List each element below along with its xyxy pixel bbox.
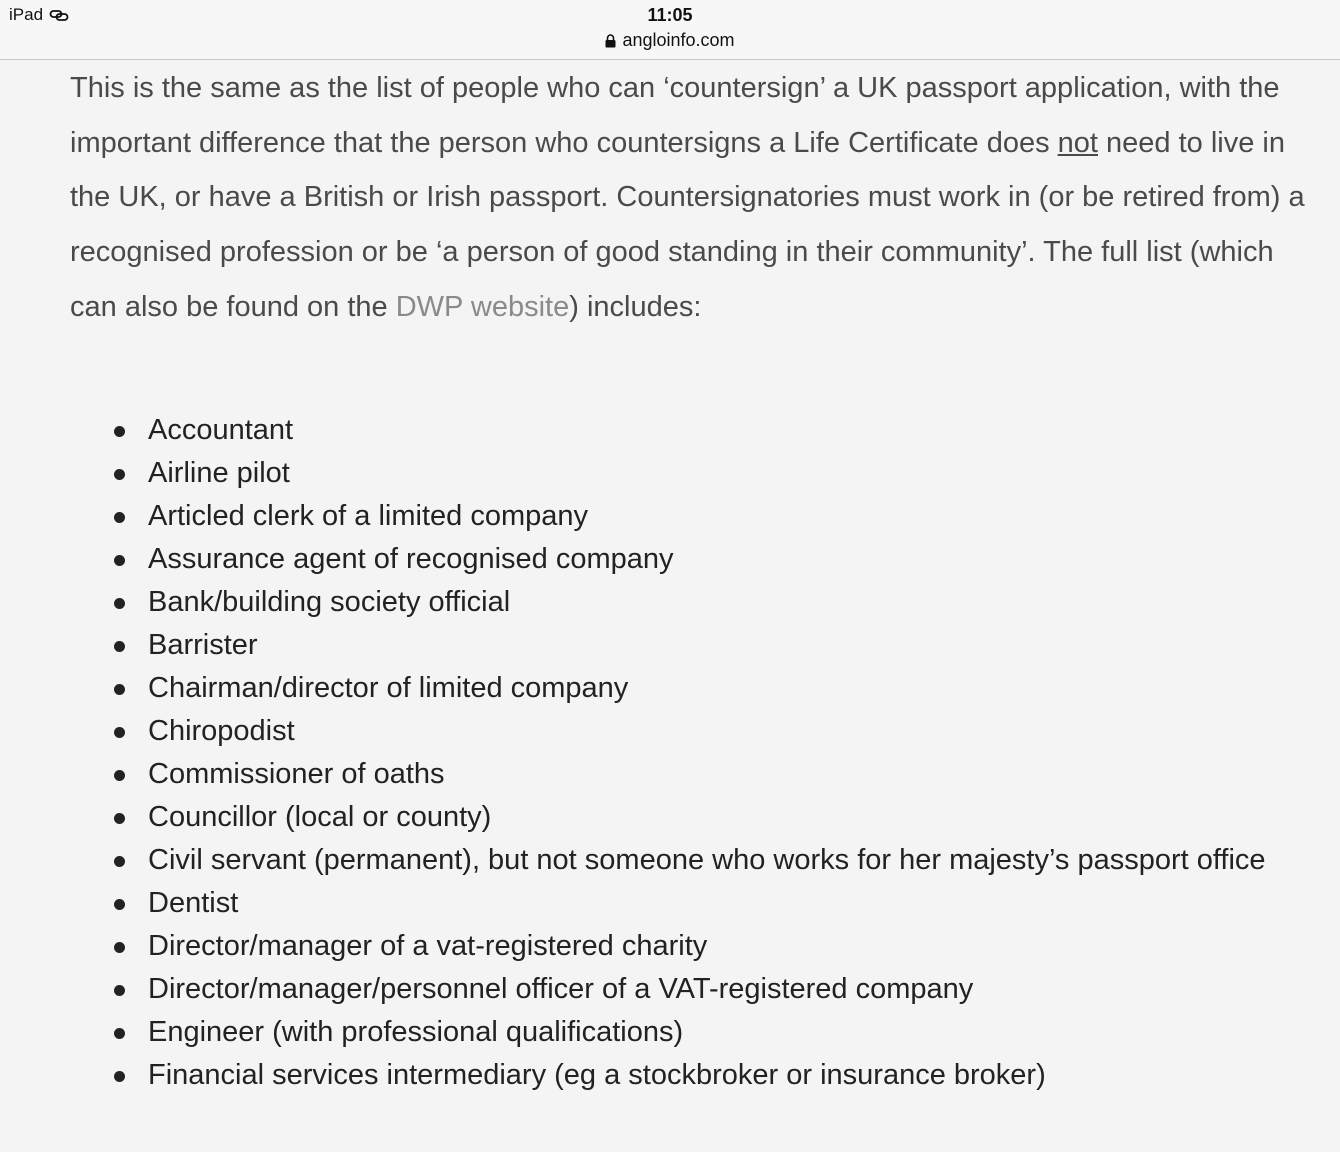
list-item	[70, 968, 1320, 1011]
bullet-icon	[114, 555, 125, 566]
bullet-icon	[114, 899, 125, 910]
list-item-text: Bank/building society official	[148, 586, 511, 618]
intro-emphasis: not	[1057, 126, 1098, 159]
bullet-icon	[114, 684, 125, 695]
dwp-website-link[interactable]: DWP website	[395, 290, 570, 323]
list-item-text: Assurance agent of recognised company	[148, 543, 674, 575]
list-item-text: Financial services intermediary (eg a stockbroker or insurance broker)	[148, 1059, 1046, 1091]
list-item	[70, 839, 1320, 882]
url-text: angloinfo.com	[622, 30, 735, 50]
list-item	[70, 710, 1320, 753]
list-item-text: Councillor (local or county)	[148, 801, 492, 833]
list-item	[70, 667, 1320, 710]
bullet-icon	[114, 727, 125, 738]
bullet-icon	[114, 985, 125, 996]
list-item	[70, 581, 1320, 624]
device-name: iPad	[9, 5, 44, 24]
clock: 11:05	[647, 5, 693, 25]
list-item-text: Director/manager/personnel officer of a VAT-registered company	[148, 973, 974, 1005]
list-item-text: Articled clerk of a limited company	[148, 500, 588, 532]
list-item-text: Director/manager of a vat-registered charity	[148, 930, 708, 962]
bullet-icon	[114, 598, 125, 609]
lock-icon	[605, 32, 616, 53]
intro-paragraph	[70, 60, 1320, 335]
list-item	[70, 925, 1320, 968]
bullet-icon	[114, 1028, 125, 1039]
list-item	[70, 409, 1320, 452]
list-item-text: Civil servant (permanent), but not someone who works for her majesty’s passport office	[148, 844, 1266, 876]
bullet-icon	[114, 856, 125, 867]
bullet-icon	[114, 770, 125, 781]
countersignatory-list	[70, 409, 1320, 1097]
list-item-text: Barrister	[148, 629, 258, 661]
list-item-text: Accountant	[148, 414, 294, 446]
intro-text-1: This is the same as the list of people who can ‘countersign’ a UK passport application, with the important difference that the person who countersigns a Life Certificate does	[70, 72, 1280, 159]
list-item	[70, 882, 1320, 925]
list-item-text: Chiropodist	[148, 715, 295, 747]
bullet-icon	[114, 641, 125, 652]
list-item	[70, 624, 1320, 667]
list-item	[70, 495, 1320, 538]
list-item	[70, 753, 1320, 796]
list-item-text: Dentist	[148, 887, 239, 919]
address-bar[interactable]	[0, 30, 1340, 53]
list-item-text: Engineer (with professional qualifications)	[148, 1016, 684, 1048]
intro-text-3: ) includes:	[569, 290, 702, 323]
bullet-icon	[114, 813, 125, 824]
bullet-icon	[114, 942, 125, 953]
article-content	[70, 60, 1320, 1091]
list-item-text: Commissioner of oaths	[148, 758, 445, 790]
bullet-icon	[114, 469, 125, 480]
list-item	[70, 538, 1320, 581]
list-item-text: Airline pilot	[148, 457, 290, 489]
intro-text-2: need to live in the UK, or have a British or Irish passport. Countersignatories must work in (or be retired from) a recognised profession or be ‘a person of good standing in their community’. The full list (which can also be found on the	[70, 126, 1305, 323]
list-item	[70, 1011, 1320, 1054]
bullet-icon	[114, 1071, 125, 1082]
list-item	[70, 452, 1320, 495]
status-bar	[0, 0, 1340, 60]
bullet-icon	[114, 512, 125, 523]
list-item-text: Chairman/director of limited company	[148, 672, 629, 704]
bullet-icon	[114, 426, 125, 437]
list-item	[70, 796, 1320, 839]
list-item	[70, 1054, 1320, 1097]
